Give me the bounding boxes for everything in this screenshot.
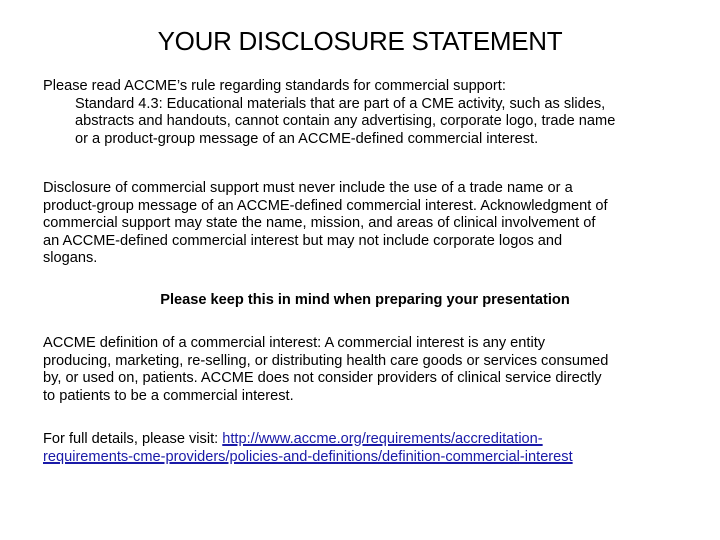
details-label: For full details, please visit: [43,431,223,447]
standard-section [43,78,615,148]
accme-link-continued[interactable]: requirements-cme-providers/policies-and-definitions/definition-commercial-interest [43,448,573,465]
definition-line: to patients to be a commercial interest. [43,387,294,404]
standard-line: Standard 4.3: Educational materials that are part of a CME activity, such as slides, [75,95,606,112]
disclosure-line: Disclosure of commercial support must never include the use of a trade name or a [43,180,573,196]
definition-line: by, or used on, patients. ACCME does not consider providers of clinical service directly [43,370,602,386]
accme-link[interactable]: http://www.accme.org/requirements/accreditation- [222,431,543,447]
disclosure-line: an ACCME-defined commercial interest but may not include corporate logos and [43,232,563,249]
details-paragraph [43,431,573,466]
slide-title: YOUR DISCLOSURE STATEMENT [157,26,563,56]
definition-line: ACCME definition of a commercial interest: A commercial interest is any entity [43,335,546,351]
standard-line: abstracts and handouts, cannot contain any advertising, corporate logo, trade name [75,113,616,129]
standard-line: or a product-group message of an ACCME-defined commercial interest. [75,130,539,147]
disclosure-line: slogans. [43,250,98,266]
definition-paragraph [43,335,608,405]
disclosure-paragraph [43,180,608,268]
intro-text: Please read ACCME’s rule regarding standards for commercial support: [43,78,506,94]
reminder-text: Please keep this in mind when preparing your presentation [160,292,570,308]
definition-line: producing, marketing, re-selling, or distributing health care goods or services consumed [43,352,609,369]
disclosure-line: commercial support may state the name, mission, and areas of clinical involvement of [43,215,596,231]
disclosure-line: product-group message of an ACCME-defined commercial interest. Acknowledgment of [43,197,608,214]
